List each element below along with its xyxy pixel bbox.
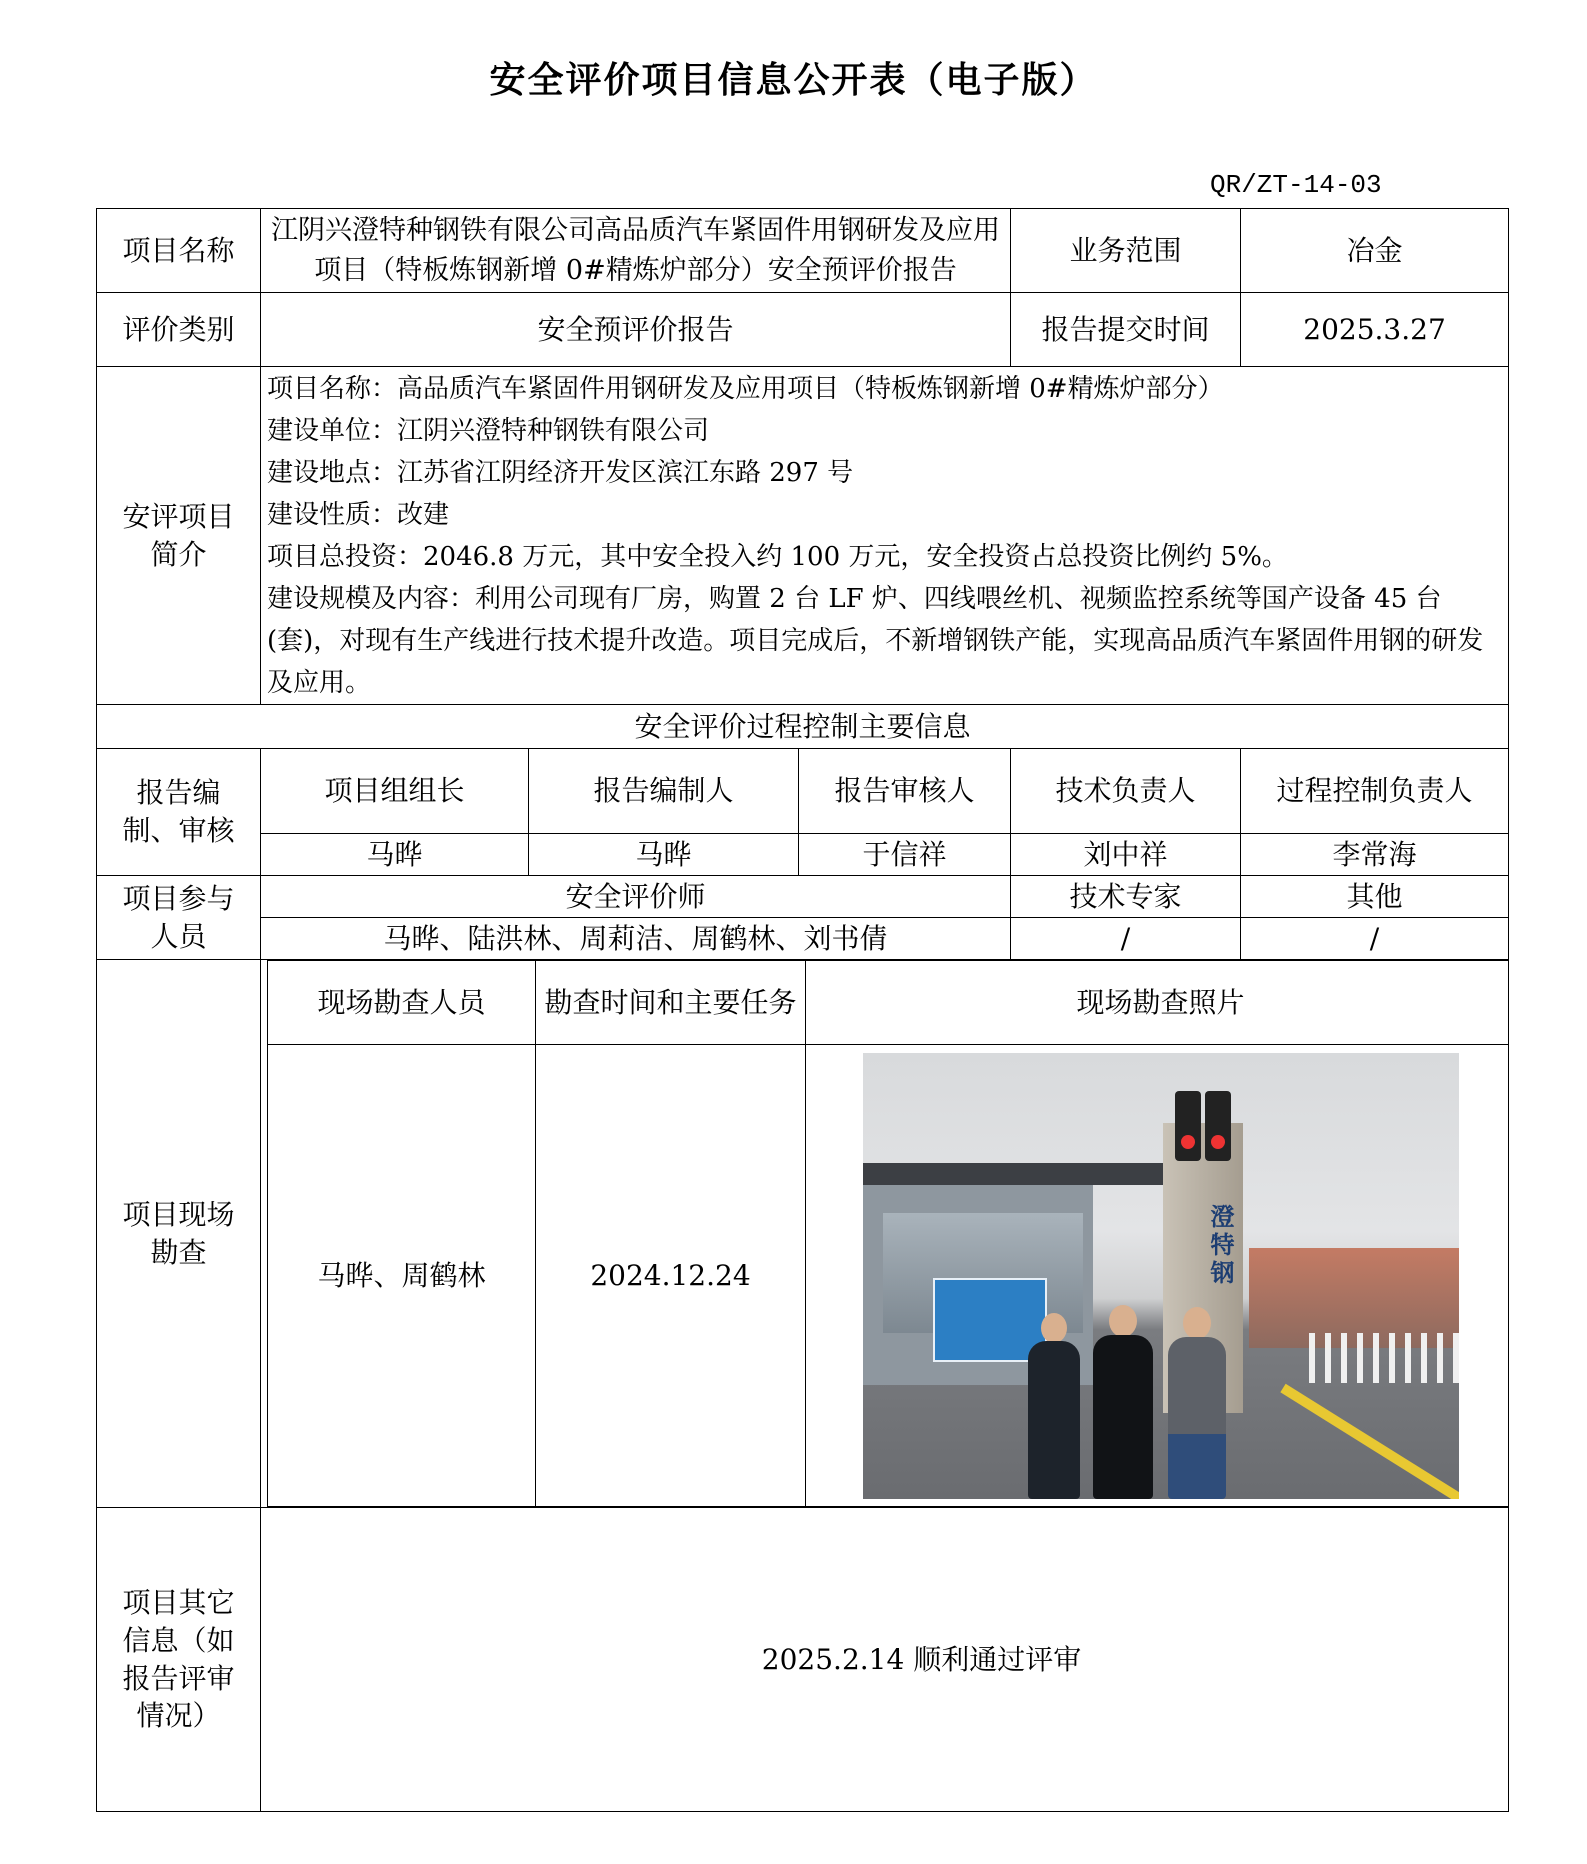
intro-line: 建设地点：江苏省江阴经济开发区滨江东路 297 号 xyxy=(267,457,854,488)
participants-cell: / xyxy=(1241,918,1509,960)
intro-line: 建设规模及内容：利用公司现有厂房，购置 2 台 LF 炉、四线喂丝机、视频监控系统等国产设备 45 台(套)，对现有生产线进行技术提升改造。项目完成后，不新增钢铁产能，实现高品质汽车紧固件用钢的研发及应用。 xyxy=(267,583,1484,698)
participants-cell: / xyxy=(1011,918,1241,960)
intro-line: 项目总投资：2046.8 万元，其中安全投入约 100 万元，安全投资占总投资比例约 5%。 xyxy=(267,541,1288,572)
submit-time-label: 报告提交时间 xyxy=(1011,293,1241,367)
survey-date: 2024.12.24 xyxy=(536,1045,806,1507)
report-label: 报告编制、审核 xyxy=(97,749,261,876)
business-scope-label: 业务范围 xyxy=(1011,209,1241,293)
report-col-header: 报告审核人 xyxy=(799,749,1011,834)
report-cell: 刘中祥 xyxy=(1011,834,1241,876)
notice-board xyxy=(933,1278,1047,1362)
survey-people: 马晔、周鹤林 xyxy=(268,1045,536,1507)
traffic-light-icon xyxy=(1205,1091,1231,1161)
info-table xyxy=(96,208,1509,1812)
submit-time-value: 2025.3.27 xyxy=(1241,293,1509,367)
report-cell: 马晔 xyxy=(261,834,529,876)
participants-header: 技术专家 xyxy=(1011,876,1241,918)
report-cell: 马晔 xyxy=(529,834,799,876)
survey-header: 现场勘查人员 xyxy=(268,961,536,1045)
page-title: 安全评价项目信息公开表（电子版） xyxy=(489,60,1098,101)
survey-header: 现场勘查照片 xyxy=(806,961,1509,1045)
participants-header: 其他 xyxy=(1241,876,1509,918)
other-info-value: 2025.2.14 顺利通过评审 xyxy=(261,1508,1509,1812)
survey-label: 项目现场勘查 xyxy=(97,960,261,1508)
intro-line: 建设性质：改建 xyxy=(267,499,450,530)
participants-header: 安全评价师 xyxy=(261,876,1011,918)
report-cell: 李常海 xyxy=(1241,834,1509,876)
report-cell: 于信祥 xyxy=(799,834,1011,876)
project-name-value: 江阴兴澄特种钢铁有限公司高品质汽车紧固件用钢研发及应用项目（特板炼钢新增 0#精炼炉部分）安全预评价报告 xyxy=(261,209,1011,293)
participants-cell: 马晔、陆洪林、周莉洁、周鹤林、刘书倩 xyxy=(261,918,1011,960)
report-col-header: 报告编制人 xyxy=(529,749,799,834)
report-col-header: 技术负责人 xyxy=(1011,749,1241,834)
intro-line: 建设单位：江阴兴澄特种钢铁有限公司 xyxy=(267,415,710,446)
company-sign-text: 澄特钢 xyxy=(1210,1202,1235,1287)
intro-line: 项目名称：高品质汽车紧固件用钢研发及应用项目（特板炼钢新增 0#精炼炉部分） xyxy=(267,373,1224,404)
intro-content xyxy=(261,367,1509,705)
eval-category-value: 安全预评价报告 xyxy=(261,293,1011,367)
report-col-header: 项目组组长 xyxy=(261,749,529,834)
survey-header: 勘查时间和主要任务 xyxy=(536,961,806,1045)
intro-label: 安评项目简介 xyxy=(97,367,261,705)
eval-category-label: 评价类别 xyxy=(97,293,261,367)
site-survey-photo xyxy=(863,1053,1459,1499)
person-figure xyxy=(1168,1337,1226,1499)
business-scope-value: 冶金 xyxy=(1241,209,1509,293)
participants-label: 项目参与人员 xyxy=(97,876,261,960)
process-section-header: 安全评价过程控制主要信息 xyxy=(97,705,1509,749)
document-number: QR/ZT-14-03 xyxy=(1210,170,1382,200)
other-info-label: 项目其它信息（如报告评审情况） xyxy=(97,1508,261,1812)
person-figure xyxy=(1093,1335,1153,1499)
survey-block xyxy=(261,960,1509,1508)
traffic-light-icon xyxy=(1175,1091,1201,1161)
project-name-label: 项目名称 xyxy=(97,209,261,293)
person-figure xyxy=(1028,1341,1080,1499)
report-col-header: 过程控制负责人 xyxy=(1241,749,1509,834)
survey-photo-cell xyxy=(806,1045,1509,1507)
